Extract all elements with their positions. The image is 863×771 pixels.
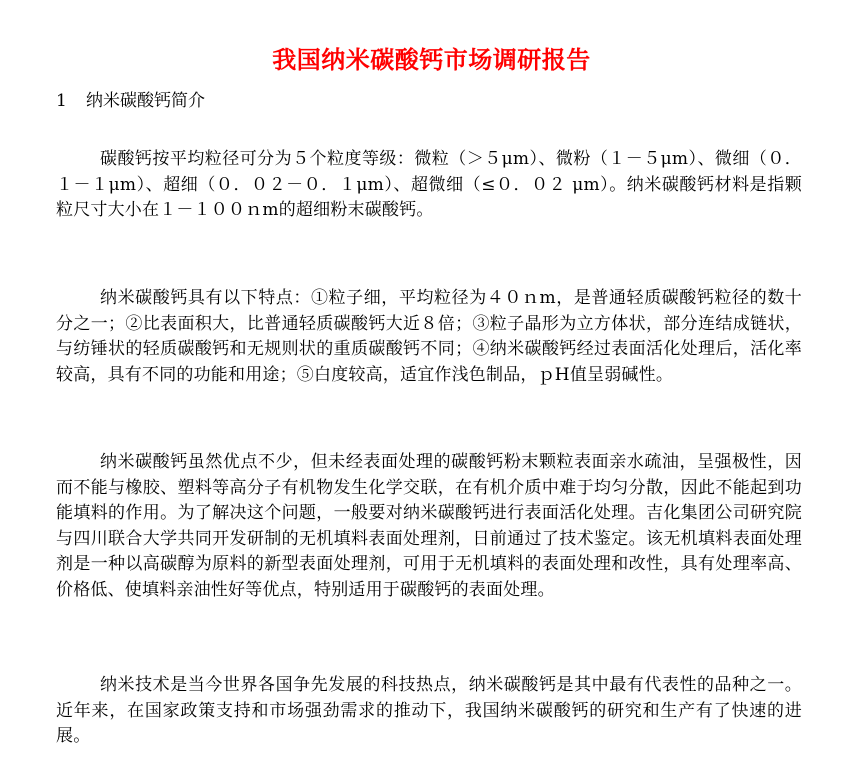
paragraph-particle-grades: 碳酸钙按平均粒径可分为５个粒度等级：微粒（＞５μm）、微粉（１－５μm）、微细（０．１－１μm）、超细（０．０２－０．１μm）、超微细（≤０．０２ μm）。纳米碳酸钙材料是指颗粒尺寸大小在１－１００ｎm的超细粉末碳酸钙。 xyxy=(56,149,802,221)
section-heading-text: 纳米碳酸钙简介 xyxy=(86,91,205,111)
paragraph-development: 纳米技术是当今世界各国争先发展的科技热点，纳米碳酸钙是其中最有代表性的品种之一。近年来，在国家政策支持和市场强劲需求的推动下，我国纳米碳酸钙的研究和生产有了快速的进展。 xyxy=(56,675,802,747)
paragraph-characteristics: 纳米碳酸钙具有以下特点：①粒子细，平均粒径为４０ｎm，是普通轻质碳酸钙粒径的数十分之一；②比表面积大，比普通轻质碳酸钙大近８倍；③粒子晶形为立方体状，部分连结成链状，与纺锤状的轻质碳酸钙和无规则状的重质碳酸钙不同；④纳米碳酸钙经过表面活化处理后，活化率较高，具有不同的功能和用途；⑤白度较高，适宜作浅色制品，ｐH值呈弱碱性。 xyxy=(56,288,802,385)
section-heading xyxy=(56,88,205,114)
document-title: 我国纳米碳酸钙市场调研报告 xyxy=(272,45,591,74)
paragraph-surface-treatment: 纳米碳酸钙虽然优点不少，但未经表面处理的碳酸钙粉末颗粒表面亲水疏油，呈强极性，因而不能与橡胶、塑料等高分子有机物发生化学交联，在有机介质中难于均匀分散，因此不能起到功能填料的作用。为了解决这个问题，一般要对纳米碳酸钙进行表面活化处理。吉化集团公司研究院与四川联合大学共同开发研制的无机填料表面处理剂，日前通过了技术鉴定。该无机填料表面处理剂是一种以高碳醇为原料的新型表面处理剂，可用于无机填料的表面处理和改性，具有处理率高、价格低、使填料亲油性好等优点，特别适用于碳酸钙的表面处理。 xyxy=(56,452,802,600)
section-number: 1 xyxy=(56,91,67,111)
